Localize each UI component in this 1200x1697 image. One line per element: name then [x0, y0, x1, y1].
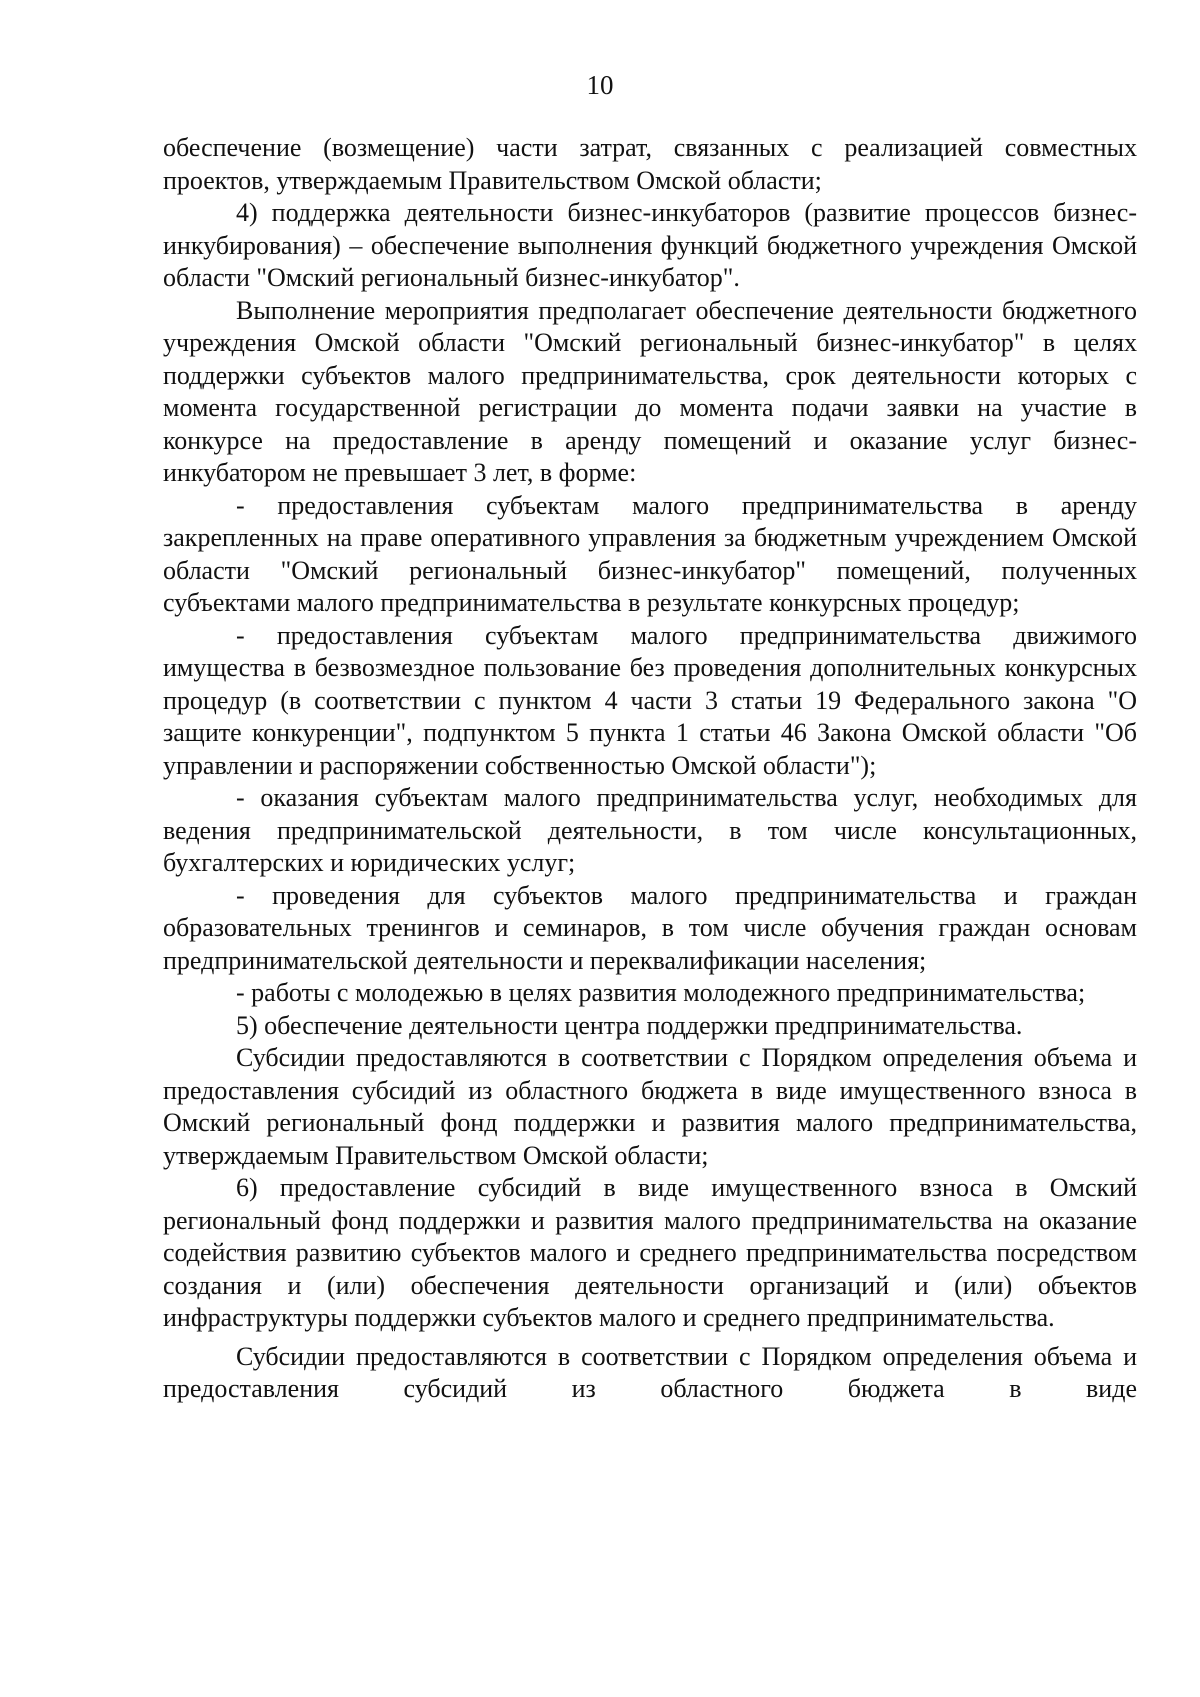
page-number: 10	[586, 70, 614, 100]
list-item-premises-rental: - предоставления субъектам малого предпринимательства в аренду закрепленных на праве оперативного управления за бюджетным учреждением Омской области "Омский региональный бизнес-инкубатор" помещений, полученных субъектами малого предпринимательства в результате конкурсных процедур;	[163, 490, 1137, 617]
paragraph-continuation: обеспечение (возмещение) части затрат, связанных с реализацией совместных проектов, утверждаемым Правительством Омской области;	[163, 133, 1137, 195]
paragraph-item-6: 6) предоставление субсидий в виде имущественного взноса в Омский региональный фонд поддержки и развития малого предпринимательства на оказание содействия развитию субъектов малого и среднего предпринимательства посредством создания и (или) обеспечения деятельности организаций и (или) объектов инфраструктуры поддержки субъектов малого и среднего предпринимательства.	[163, 1173, 1137, 1332]
paragraph-measure-description: Выполнение мероприятия предполагает обеспечение деятельности бюджетного учреждения Омской области "Омский региональный бизнес-инкубатор" в целях поддержки субъектов малого предпринимательства, срок деятельности которых с момента государственной регистрации до момента подачи заявки на участие в конкурсе на предоставление в аренду помещений и оказание услуг бизнес-инкубатором не превышает 3 лет, в форме:	[163, 295, 1137, 487]
list-item-youth-work: - работы с молодежью в целях развития молодежного предпринимательства;	[236, 978, 1086, 1007]
document-body	[163, 132, 1137, 1406]
paragraph-subsidies-1: Субсидии предоставляются в соответствии с Порядком определения объема и предоставления субсидий из областного бюджета в виде имущественного взноса в Омский региональный фонд поддержки и развития малого предпринимательства, утверждаемым Правительством Омской области;	[163, 1043, 1137, 1170]
list-item-services: - оказания субъектам малого предпринимательства услуг, необходимых для ведения предпринимательской деятельности, в том числе консультационных, бухгалтерских и юридических услуг;	[163, 783, 1137, 877]
paragraph-subsidies-2: Субсидии предоставляются в соответствии с Порядком определения объема и предоставления субсидий из областного бюджета в виде	[163, 1341, 1137, 1403]
list-item-movable-property: - предоставления субъектам малого предпринимательства движимого имущества в безвозмездное пользование без проведения дополнительных конкурсных процедур (в соответствии с пунктом 4 части 3 статьи 19 Федерального закона "О защите конкуренции", подпунктом 5 пункта 1 статьи 46 Закона Омской области "Об управлении и распоряжении собственностью Омской области");	[163, 620, 1137, 780]
paragraph-item-5: 5) обеспечение деятельности центра поддержки предпринимательства.	[236, 1010, 1023, 1040]
paragraph-item-4: 4) поддержка деятельности бизнес-инкубаторов (развитие процессов бизнес-инкубирования) – обеспечение выполнения функций бюджетного учреждения Омской области "Омский региональный бизнес-инкубатор".	[163, 198, 1137, 292]
list-item-trainings: - проведения для субъектов малого предпринимательства и граждан образовательных тренингов и семинаров, в том числе обучения граждан основам предпринимательской деятельности и переквалификации населения;	[163, 880, 1137, 975]
